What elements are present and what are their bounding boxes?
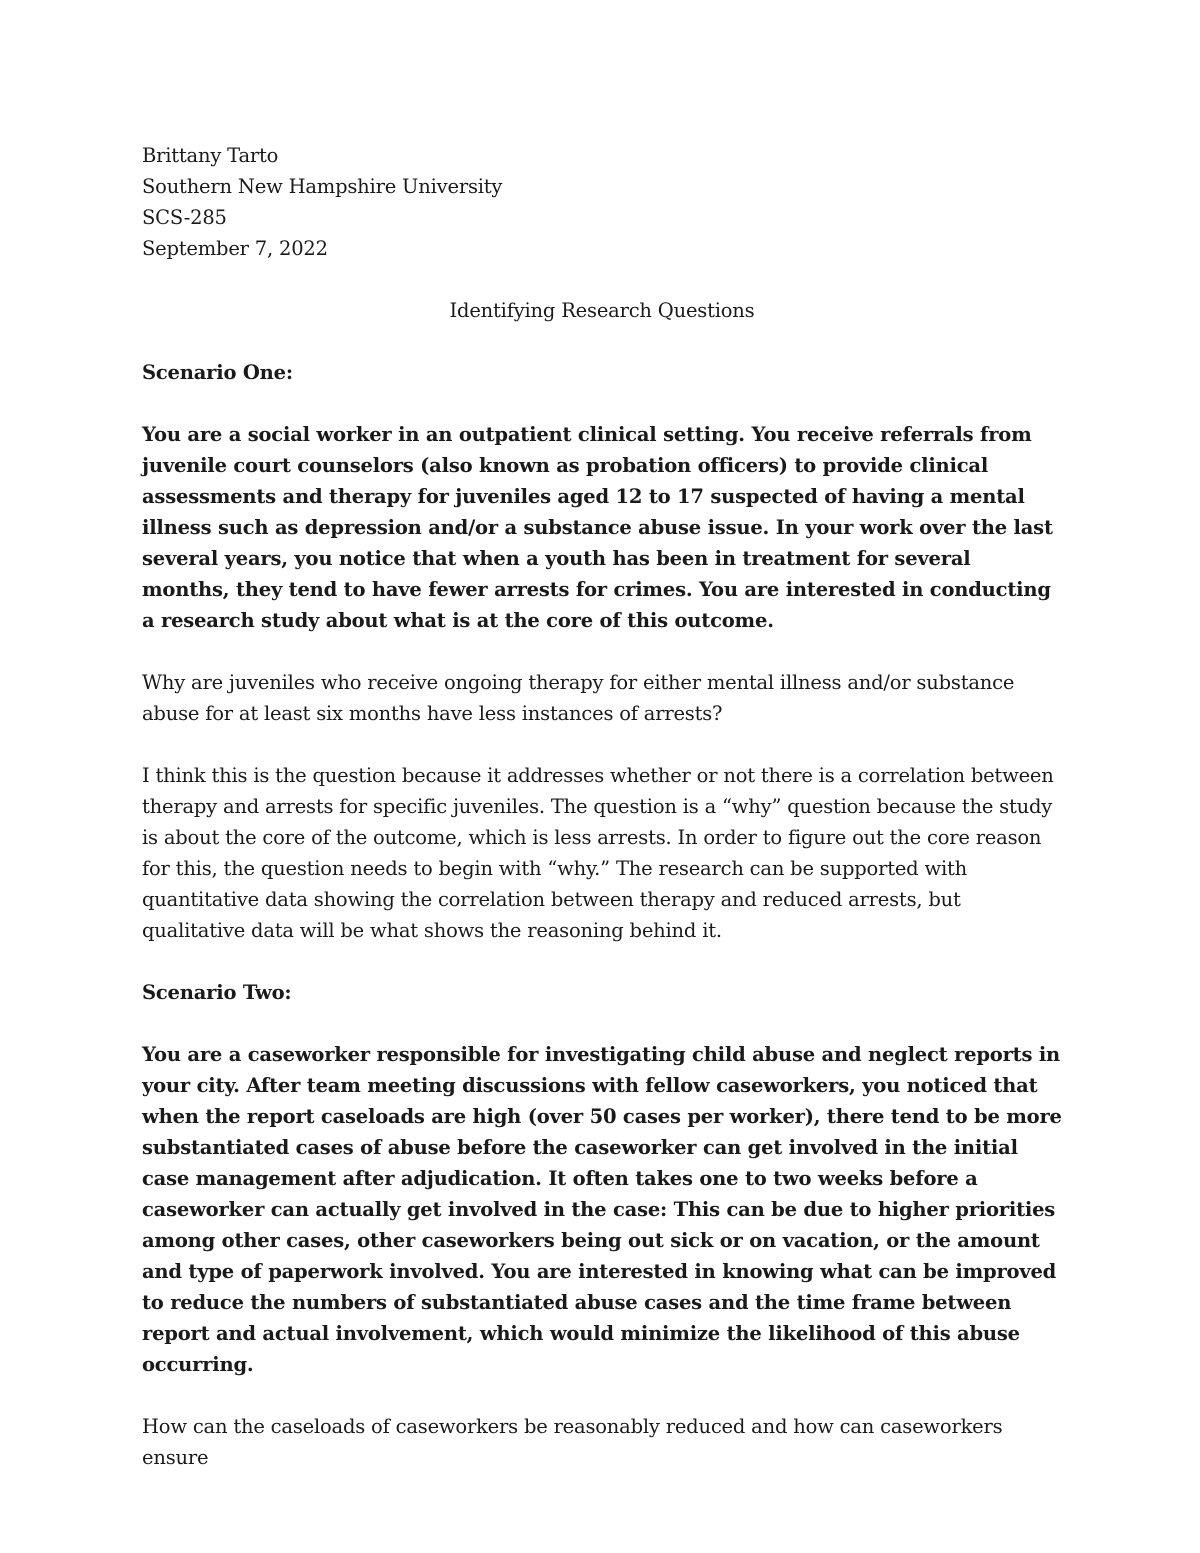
document-page [142, 140, 1062, 1504]
document-date: September 7, 2022 [142, 237, 328, 260]
scenario-two-heading: Scenario Two: [142, 981, 292, 1004]
scenario-two-prompt: You are a caseworker responsible for investigating child abuse and neglect reports in your city. After team meeting discussions with fellow caseworkers, you noticed that when the report caseloads are high (over 50 cases per worker), there tend to be more substantiated cases of abuse before the caseworker can get involved in the initial case management after adjudication. It often takes one to two weeks before a caseworker can actually get involved in the case: This can be due to higher priorities among other cases, other caseworkers being out sick or on vacation, or the amount and type of paperwork involved. You are interested in knowing what can be improved to reduce the numbers of substantiated abuse cases and the time frame between report and actual involvement, which would minimize the likelihood of this abuse occurring. [142, 1043, 1062, 1376]
institution-name: Southern New Hampshire University [142, 175, 503, 198]
scenario-one-prompt: You are a social worker in an outpatient clinical setting. You receive referrals from juvenile court counselors (also known as probation officers) to provide clinical assessments and therapy for juveniles aged 12 to 17 suspected of having a mental illness such as depression and/or a substance abuse issue. In your work over the last several years, you notice that when a youth has been in treatment for several months, they tend to have fewer arrests for crimes. You are interested in conducting a research study about what is at the core of this outcome. [142, 423, 1053, 632]
scenario-one-question: Why are juveniles who receive ongoing therapy for either mental illness and/or substance abuse for at least six months have less instances of arrests? [142, 671, 1015, 725]
scenario-one-heading: Scenario One: [142, 361, 293, 384]
scenario-two-question: How can the caseloads of caseworkers be reasonably reduced and how can caseworkers ensure [142, 1415, 1003, 1469]
course-code: SCS-285 [142, 206, 227, 229]
document-title: Identifying Research Questions [449, 299, 755, 322]
author-name: Brittany Tarto [142, 144, 279, 167]
scenario-one-answer: I think this is the question because it addresses whether or not there is a correlation between therapy and arrests for specific juveniles. The question is a “why” question because the study is about the core of the outcome, which is less arrests. In order to figure out the core reason for this, the question needs to begin with “why.” The research can be supported with quantitative data showing the correlation between therapy and reduced arrests, but qualitative data will be what shows the reasoning behind it. [142, 764, 1054, 942]
